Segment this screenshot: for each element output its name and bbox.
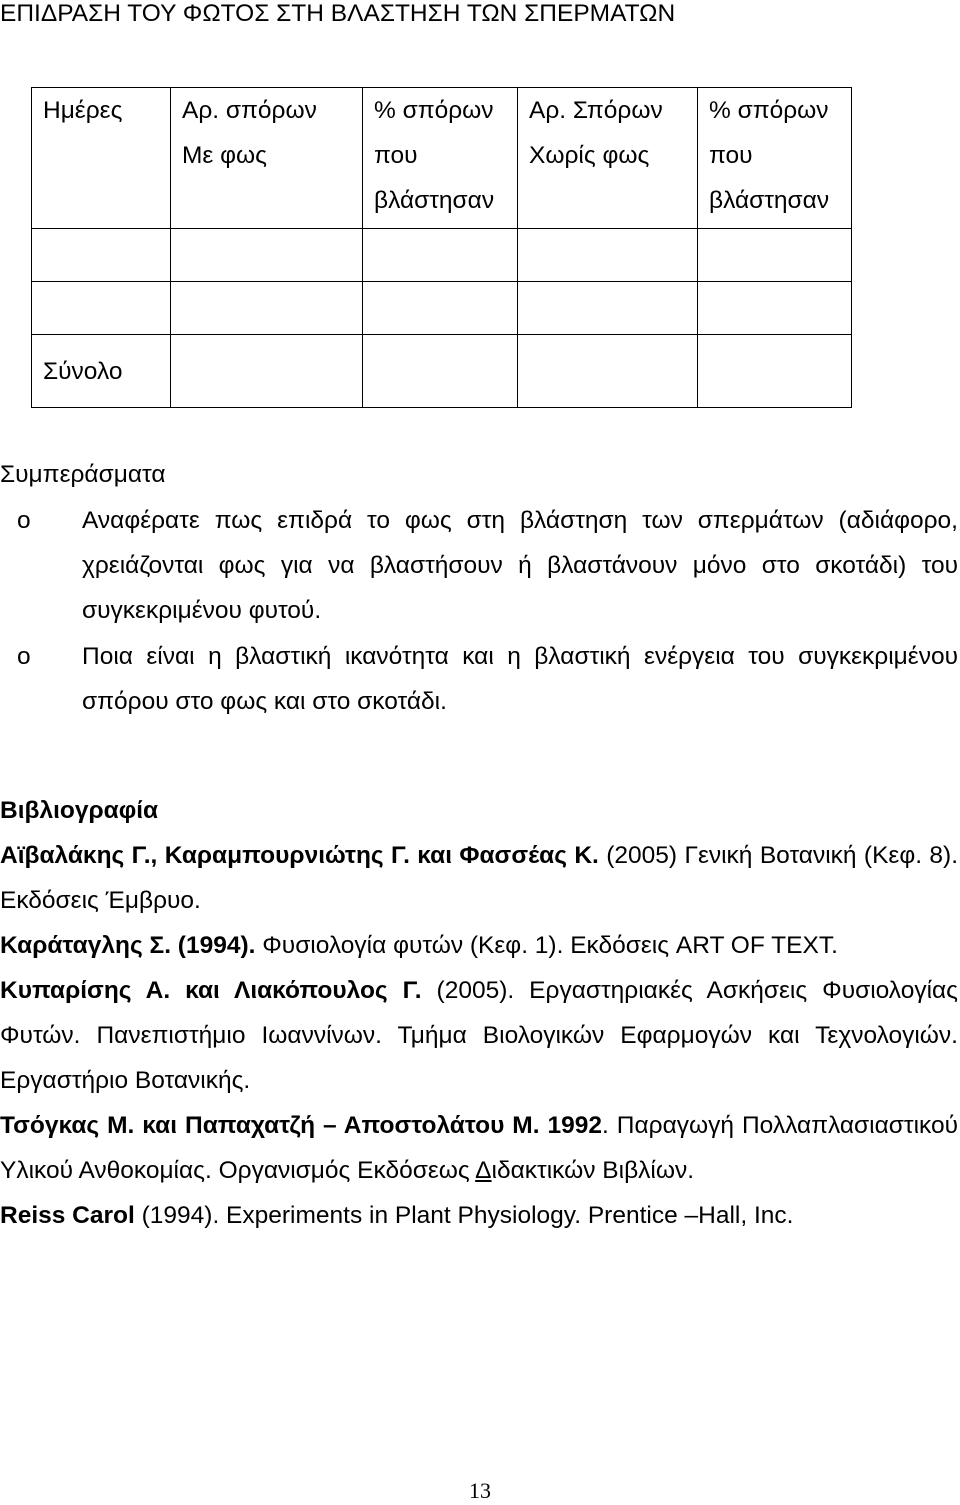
table-cell[interactable]	[518, 229, 698, 282]
table-cell[interactable]	[171, 282, 363, 335]
table-cell[interactable]	[32, 229, 171, 282]
reference-details: ιδακτικών Βιβλίων.	[491, 1157, 695, 1184]
reference-authors: Καράταγλης Σ. (1994).	[0, 932, 256, 959]
conclusions-title: Συμπεράσματα	[0, 461, 166, 488]
reference-underlined: Δ	[475, 1157, 492, 1184]
table-cell[interactable]	[518, 282, 698, 335]
germination-table	[31, 87, 852, 408]
reference-item	[0, 1103, 958, 1193]
reference-authors: Τσόγκας Μ. και Παπαχατζή – Αποστολάτου Μ. 1992	[0, 1112, 602, 1139]
reference-details: Φυσιολογία φυτών (Κεφ. 1). Εκδόσεις ART OF TEXT.	[255, 932, 838, 959]
reference-details: . Παραγωγή Πολλαπλασιαστικού Υλικού Ανθοκομίας. Οργανισμός Εκδόσεως	[0, 1112, 959, 1184]
table-cell[interactable]	[363, 229, 518, 282]
list-item	[0, 498, 958, 633]
table-cell[interactable]	[171, 335, 363, 408]
header-seeds-light: Αρ. σπόρων Με φως	[171, 88, 363, 229]
table-header-row	[32, 88, 852, 229]
reference-item	[0, 1193, 958, 1238]
reference-item	[0, 923, 958, 968]
reference-authors: Αϊβαλάκης Γ., Καραμπουρνιώτης Γ. και Φασσέας Κ.	[0, 842, 599, 869]
table-cell[interactable]	[698, 335, 852, 408]
conclusion-text: Ποια είναι η βλαστική ικανότητα και η βλαστική ενέργεια του συγκεκριμένου σπόρου στο φως και στο σκοτάδι.	[82, 643, 958, 715]
header-seeds-dark: Αρ. Σπόρων Χωρίς φως	[518, 88, 698, 229]
table-cell[interactable]	[363, 282, 518, 335]
page-number: 13	[469, 1478, 491, 1503]
list-item	[0, 634, 958, 724]
table-cell[interactable]	[32, 282, 171, 335]
conclusions-list	[0, 498, 958, 724]
reference-item	[0, 968, 958, 1103]
reference-details: (2005). Εργαστηριακές Ασκήσεις Φυσιολογίας Φυτών. Πανεπιστήμιο Ιωαννίνων. Τμήμα Βιολογικών Εφαρμογών και Τεχνολογιών. Εργαστήριο Βοτανικής.	[0, 977, 958, 1094]
reference-details: (1994). Experiments in Plant Physiology. Prentice –Hall, Inc.	[134, 1202, 794, 1229]
bullet-icon: o	[17, 507, 31, 534]
reference-authors: Reiss Carol	[0, 1202, 135, 1229]
page-heading: ΕΠΙΔΡΑΣΗ ΤΟΥ ΦΩΤΟΣ ΣΤΗ ΒΛΑΣΤΗΣΗ ΤΩΝ ΣΠΕΡΜΑΤΩΝ	[0, 0, 676, 27]
table-cell[interactable]	[698, 229, 852, 282]
table-row	[32, 229, 852, 282]
reference-authors: Κυπαρίσης Α. και Λιακόπουλος Γ.	[0, 977, 422, 1004]
table-cell[interactable]	[363, 335, 518, 408]
header-pct-light: % σπόρων που βλάστησαν	[363, 88, 518, 229]
table-total-row	[32, 335, 852, 408]
conclusion-text: Αναφέρατε πως επιδρά το φως στη βλάστηση των σπερμάτων (αδιάφορο, χρειάζονται φως για να βλαστήσουν ή βλαστάνουν μόνο στο σκοτάδι) του συγκεκριμένου φυτού.	[82, 507, 958, 624]
table-cell[interactable]	[171, 229, 363, 282]
table-cell[interactable]	[698, 282, 852, 335]
header-days: Ημέρες	[32, 88, 171, 229]
total-label: Σύνολο	[32, 335, 171, 408]
table-row	[32, 282, 852, 335]
table-cell[interactable]	[518, 335, 698, 408]
bibliography	[0, 788, 958, 1238]
header-pct-dark: % σπόρων που βλάστησαν	[698, 88, 852, 229]
reference-item	[0, 833, 958, 923]
bullet-icon: o	[17, 643, 31, 670]
bibliography-title: Βιβλιογραφία	[0, 797, 159, 824]
reference-details: (2005) Γενική Βοτανική (Κεφ. 8). Εκδόσεις Έμβρυο.	[0, 842, 959, 914]
